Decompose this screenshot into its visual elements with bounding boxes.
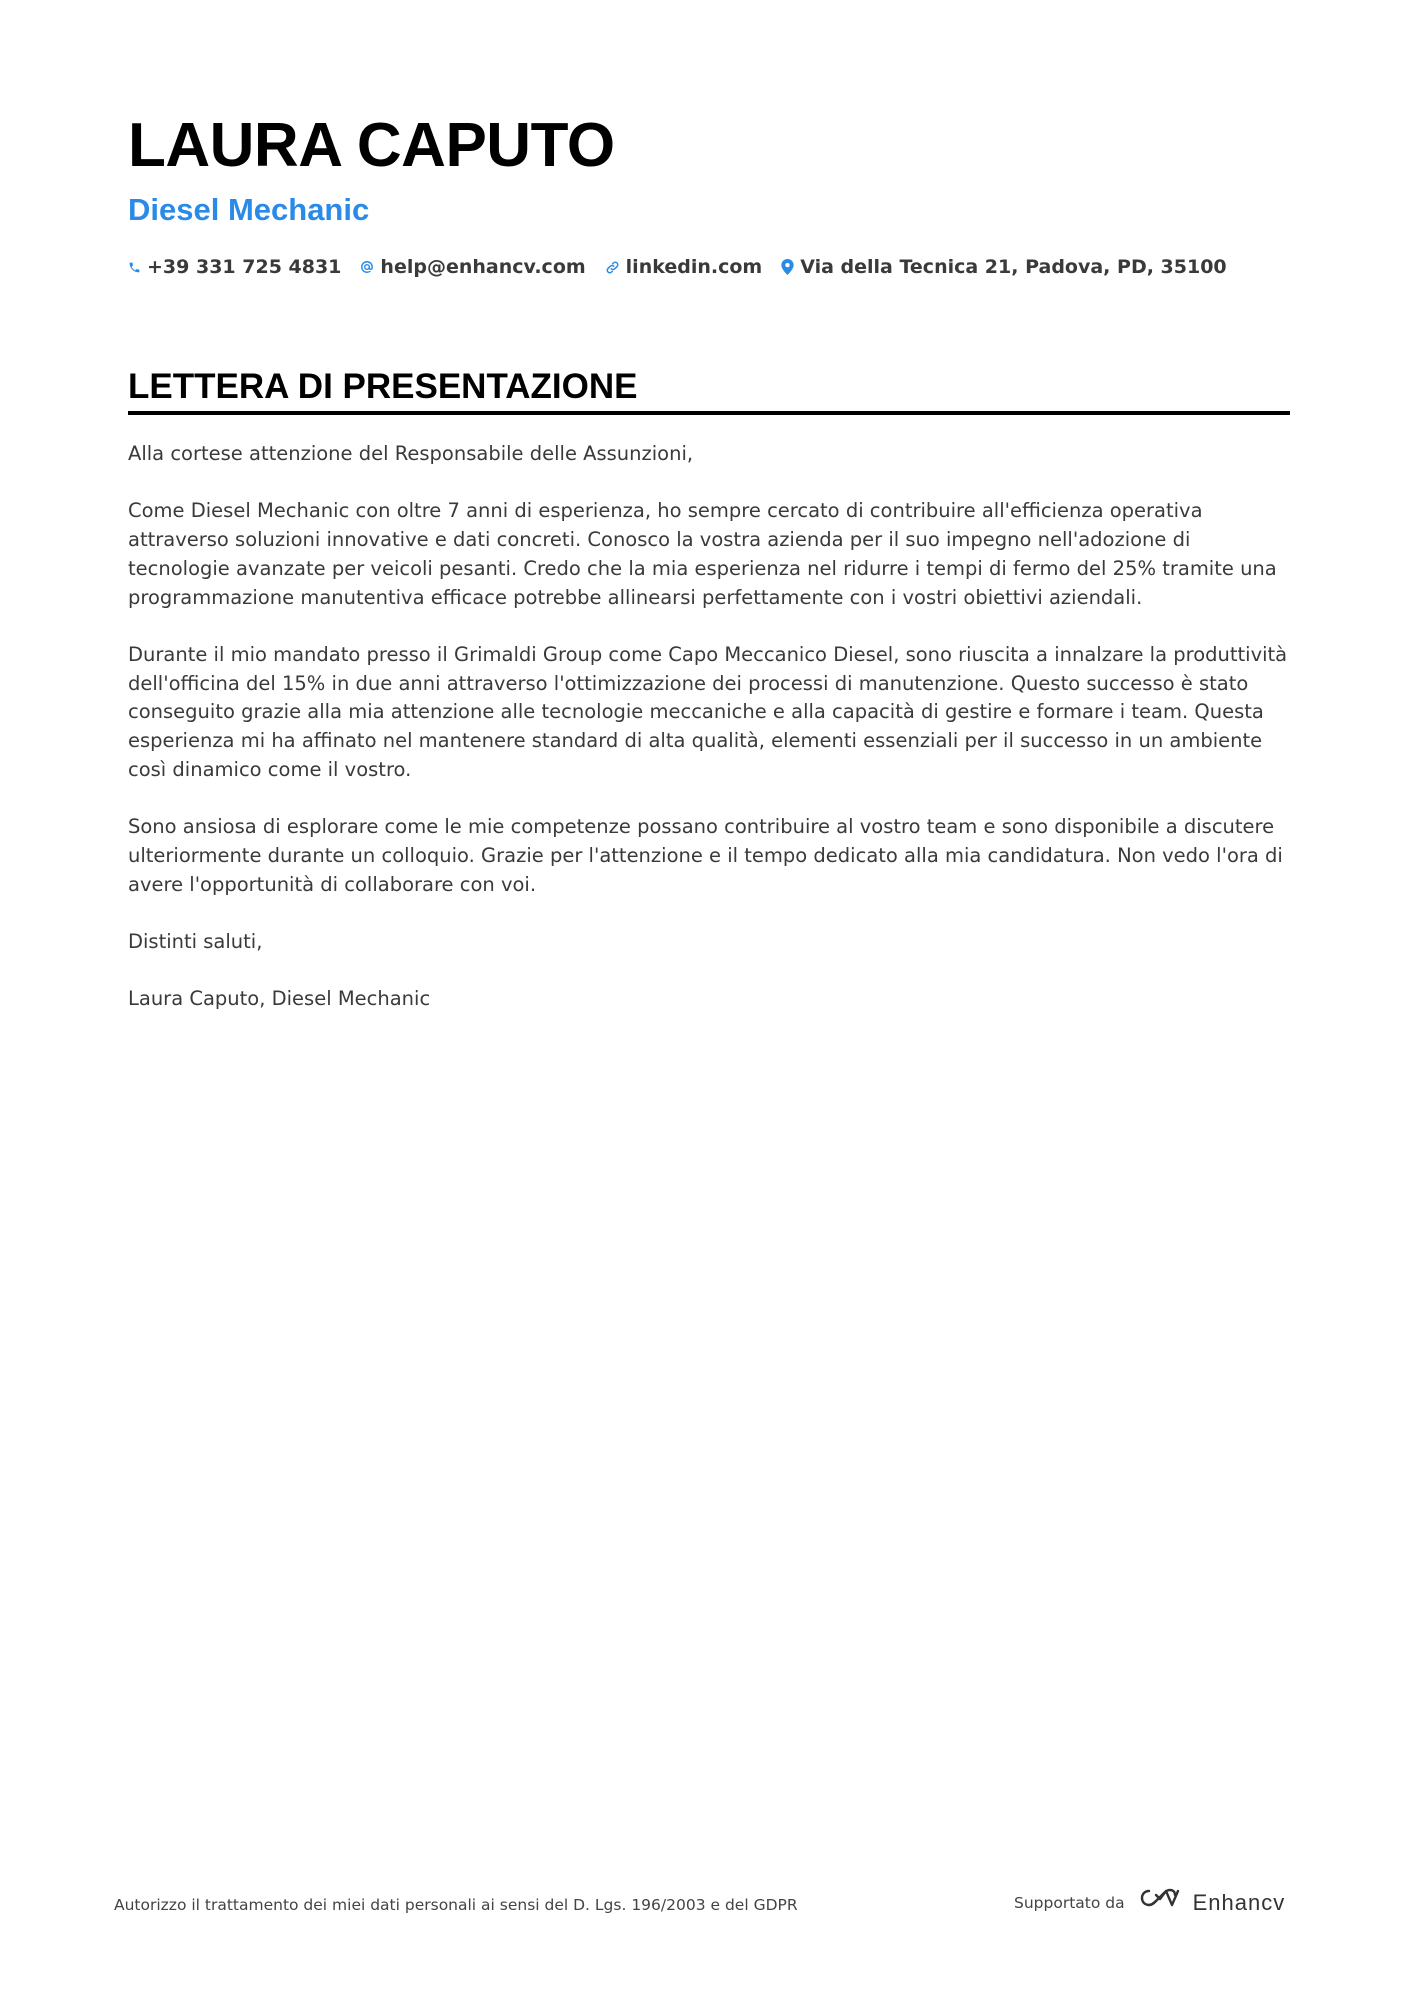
letter-signature: Laura Caputo, Diesel Mechanic xyxy=(128,987,431,1011)
street-address: Via della Tecnica 21, Padova, PD, 35100 xyxy=(800,256,1227,278)
job-title: Diesel Mechanic xyxy=(128,192,370,227)
letter-closing: Distinti saluti, xyxy=(128,929,263,953)
letter-body xyxy=(128,440,1293,1043)
letter-paragraph: Come Diesel Mechanic con oltre 7 anni di esperienza, ho sempre cercato di contribuire all'efficienza operativa attraverso soluzioni innovative e dati concreti. Conosco la vostra azienda per il suo impegno nell'adozione di tecnologie avanzate per veicoli pesanti. Credo che la mia esperienza nel ridurre i tempi di fermo del 25% tramite una programmazione manutentiva efficace potrebbe allinearsi perfettamente con i vostri obiettivi aziendali. xyxy=(128,499,1277,609)
link-icon xyxy=(605,260,620,275)
location-pin-icon xyxy=(781,259,794,275)
powered-by-label: Supportato da xyxy=(1014,1894,1125,1912)
enhancv-logo-icon xyxy=(1137,1886,1183,1920)
brand-name: Enhancv xyxy=(1192,1890,1286,1915)
phone-icon xyxy=(128,261,141,274)
phone-number: +39 331 725 4831 xyxy=(147,256,342,278)
letter-paragraph: Sono ansiosa di esplorare come le mie competenze possano contribuire al vostro team e sono disponibile a discutere ulteriormente durante un colloquio. Grazie per l'attenzione e il tempo dedicato alla mia candidatura. Non vedo l'ora di avere l'opportunità di collaborare con voi. xyxy=(128,815,1283,896)
privacy-consent: Autorizzo il trattamento dei miei dati personali ai sensi del D. Lgs. 196/2003 e del GDPR xyxy=(114,1896,798,1914)
letter-salutation: Alla cortese attenzione del Responsabile delle Assunzioni, xyxy=(128,442,694,465)
candidate-name: LAURA CAPUTO xyxy=(128,111,615,180)
powered-by xyxy=(1014,1886,1285,1920)
email-address: help@enhancv.com xyxy=(380,256,586,278)
letter-paragraph: Durante il mio mandato presso il Grimaldi Group come Capo Meccanico Diesel, sono riuscita a innalzare la produttività dell'officina del 15% in due anni attraverso l'ottimizzazione dei processi di manutenzione. Questo successo è stato conseguito grazie alla mia attenzione alle tecnologie meccaniche e alla capacità di gestire e formare i team. Questa esperienza mi ha affinato nel mantenere standard di alta qualità, elementi essenziali per il successo in un ambiente così dinamico come il vostro. xyxy=(128,642,1288,781)
contact-phone[interactable] xyxy=(128,252,341,282)
section-divider xyxy=(128,411,1290,415)
contact-linkedin[interactable] xyxy=(605,252,763,282)
linkedin-url: linkedin.com xyxy=(625,256,763,278)
brand-link[interactable] xyxy=(1137,1886,1286,1920)
contact-email[interactable] xyxy=(360,252,585,282)
contact-address xyxy=(781,252,1226,282)
at-icon xyxy=(360,260,374,274)
contact-bar xyxy=(128,252,1227,282)
section-title: LETTERA DI PRESENTAZIONE xyxy=(128,367,638,406)
